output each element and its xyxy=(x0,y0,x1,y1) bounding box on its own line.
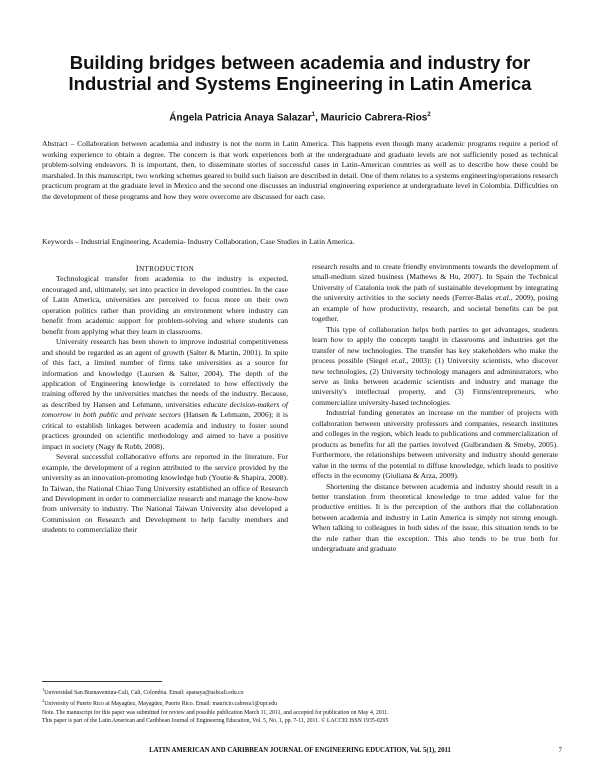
footnote-2 xyxy=(42,697,558,708)
footnotes xyxy=(42,686,558,725)
heading-rest: NTRODUCTION xyxy=(138,265,195,273)
paper-title xyxy=(30,52,570,94)
footnote-divider xyxy=(42,681,162,682)
continued-paragraph-text: research results and to create friendly environments towards the development of small-medium sized business (Mathews & Hu, 2007). In Spain the Technical University of Catalonia took the path of sustainable development by integrating the university activities to the society needs (Ferrer-Balas xyxy=(312,262,558,303)
page-number: 7 xyxy=(558,747,562,754)
intro-paragraph-2-quote: educate decision-makers of tomorrow in both public and private sectors xyxy=(42,399,288,420)
collaboration-paragraph-text: This type of collaboration helps both parties to get advantages, students learn how to apply the concepts taught in classrooms and industries get the transfer of new technologies. The transfer has key stakeholders who make the process possible (Siegel xyxy=(312,324,558,366)
author-separator: , xyxy=(315,112,321,124)
footnote-1-text: Universidad San Buenaventura-Cali, Cali, Colombia. Email: apanaya@usbcali.edu.co xyxy=(44,689,244,696)
heading-first-letter: I xyxy=(135,264,139,273)
journal-footer: LATIN AMERICAN AND CARIBBEAN JOURNAL OF ENGINEERING EDUCATION, Vol. 5(1), 2011 xyxy=(149,747,451,754)
author-1: Ángela Patricia Anaya Salazar xyxy=(169,112,312,124)
submission-note: Note. The manuscript for this paper was submitted for review and possible publication March 11, 2011, and accepted for publication on May 4, 2011. xyxy=(42,709,389,716)
continued-paragraph xyxy=(312,262,558,325)
keywords: Keywords – Industrial Engineering, Academia- Industry Collaboration, Case Studies in Latin America. xyxy=(42,237,355,246)
author-list xyxy=(30,112,570,123)
collaboration-paragraph-etal: et.al. xyxy=(391,356,407,366)
footnote-1-mark: 1 xyxy=(42,687,45,692)
footnote-2-mark: 2 xyxy=(42,698,45,704)
intro-paragraph-2-end: (Hansen & Lehmann, 2006); it is critical to establish linkages between academia and industry to foster sound practices grounded on scientific methodology and aimed to have a positive impact in society (Nagy & Robb, 2008). xyxy=(42,410,288,451)
continued-paragraph-etal: et.al. xyxy=(495,293,511,303)
collaboration-paragraph xyxy=(312,325,558,409)
intro-paragraph-1: Technological transfer from academia to the industry is expected, encouraged and, ultimately, set into practice in developed countries. In the case of Latin America, universities are perceived to focus more on their own operation politics rather than providing an environment where industry can benefit from academic support for problem-solving and where students can benefit from applying what they learn in classrooms. xyxy=(42,274,288,336)
abstract: Abstract – Collaboration between academia and industry is not the norm in Latin America. This happens even though many academic programs require a period of working experience to obtain a degree. The concern is that work experiences both at the undergraduate and graduate levels are not sufficiently posed as technical problem-solving endeavors. It is important, then, to disseminate stories of successful cases in Latin-American countries as well as to describe how these could be marshaled. In this manuscript, two working schemes geared to build such liaison are described in detail. One of them relates to a systems engineering/operations research practicum program at the graduate level in Mexico and the second one discusses an industrial engineering experience at undergraduate level in Colombia. Difficulties on the development of these programs and how they were overcome are discussed for each case. xyxy=(42,139,558,201)
title-line-1: Building bridges between academia and industry for xyxy=(69,52,531,73)
intro-paragraph-2-text: University research has been shown to improve industrial competitiveness and should be regarded as an agent of growth (Salter & Martin, 2001). In spite of this fact, a limited number of firms take universities as a source for information and knowledge (Laursen & Salter, 2004). The depth of the application of Engineering knowledge is correlated to how effectively the training offered by the universities matches the needs of the industry. Because, as described by Hansen and Lehmann, universities xyxy=(42,337,288,409)
funding-paragraph: Industrial funding generates an increase on the number of projects with collaboration between university professors and companies, research institutes and colleges in the region, which leads to publications and commercialization of products as benefits for all the parties involved (Gulbrandsen & Smeby, 2005). Furthermore, the relationships between university and industry should generate value in the terms of the potential to diffuse knowledge, which leads to positive effects in the economy (Giuliana & Arza, 2009). xyxy=(312,408,558,481)
author-2: Mauricio Cabrera-Rios xyxy=(320,112,428,124)
author-2-footnote-mark: 2 xyxy=(427,112,431,118)
collaboration-paragraph-end: , 2003): (1) University scientists, who discover new technologies, (2) University technology managers and administrators, who serve as links between academic scientists and industry and manage the university's intellectual property, and (3) Firms/entrepreneurs, who commercialize university-based technologies. xyxy=(312,356,558,407)
publication-note: This paper is part of the Latin American and Caribbean Journal of Engineering Education, Vol. 5, No. 1, pp. 7-11, 2011. © LACCEI ISSN 1935-0295 xyxy=(42,718,389,725)
title-line-2: Industrial and Systems Engineering in Latin America xyxy=(68,73,532,94)
intro-paragraph-2 xyxy=(42,337,288,452)
footnote-1 xyxy=(42,686,558,697)
author-1-footnote-mark: 1 xyxy=(311,112,316,118)
footnote-2-text: University of Puerto Rico at Mayagüez, Mayagüez, Puerto Rico. Email: mauricio.cabrera1@upr.edu xyxy=(44,701,278,708)
section-heading-introduction xyxy=(42,264,288,274)
left-column xyxy=(42,264,288,536)
right-column xyxy=(312,262,558,555)
intro-paragraph-3: Several successful collaborative efforts are reported in the literature. For example, the development of a region attributed to the service provided by the university as an innovation-promoting knowledge hub (Youtie & Shapira, 2008). In Taiwan, the National Chiao Tung University established an office of Research and Development in order to commercialize research and manage the know-how from university to industry. The National Taiwan University also developed a Commission on Research and Development to help faculty members and students to commercialize their xyxy=(42,452,288,535)
distance-paragraph: Shortening the distance between academia and industry should result in a better translation from theoretical knowledge to true added value for the productive entities. It is the perception of the authors that the collaboration between academia and industry in Latin America is simply not strong enough. When talking to colleagues in both sides of the issue, this situation tends to be the rule rather than the exception. This also tends to be true both for undergraduate and graduate xyxy=(312,481,558,554)
continued-paragraph-end: , 2009), posing an example of how productivity, research, and societal benefits can be put together. xyxy=(312,293,558,324)
